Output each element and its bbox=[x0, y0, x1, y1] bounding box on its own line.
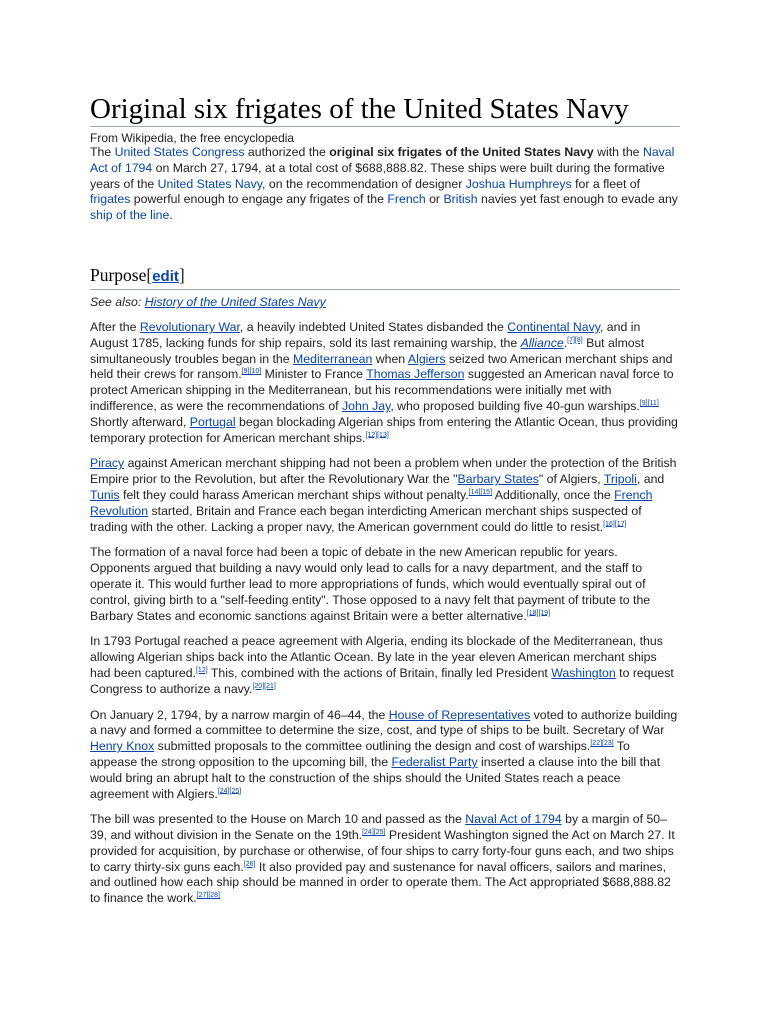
citation[interactable]: [9][10] bbox=[241, 368, 262, 376]
citation[interactable]: [14][15] bbox=[468, 488, 493, 496]
text: This, combined with the actions of Britain, finally led President bbox=[207, 665, 552, 680]
text: voted to authorize building a navy and formed a committee to determine the size, cost, and type of ships to be built. Secretary of War bbox=[90, 707, 678, 738]
link-revolutionary-war[interactable]: Revolutionary War bbox=[139, 319, 240, 334]
page-subtitle: From Wikipedia, the free encyclopedia bbox=[90, 131, 295, 145]
bracket: [ bbox=[146, 264, 153, 285]
paragraph-1 bbox=[90, 320, 680, 446]
paragraph-5 bbox=[90, 708, 680, 803]
text: on March 27, 1794, at a total cost of $688,888.82. These ships were built during the formative years of the bbox=[90, 160, 665, 191]
see-also-hatnote bbox=[90, 295, 680, 310]
paragraph-4 bbox=[90, 634, 680, 697]
article-content bbox=[90, 92, 680, 907]
link-united-states-navy[interactable]: United States Navy bbox=[157, 176, 263, 191]
citation[interactable]: [16][17] bbox=[603, 520, 627, 528]
link-british[interactable]: British bbox=[443, 192, 478, 207]
link-thomas-jefferson[interactable]: Thomas Jefferson bbox=[366, 367, 465, 382]
link-naval-act-1794[interactable]: Naval Act of 1794 bbox=[465, 812, 562, 827]
text: began blockading Algerian ships from entering the Atlantic Ocean, thus providing temporary protection for American merchant ships. bbox=[90, 414, 678, 445]
hatnote-prefix: See also: bbox=[90, 294, 145, 309]
link-french[interactable]: French bbox=[387, 192, 426, 207]
text: started, Britain and France each began interdicting American merchant ships suspected of trading with the other. Lacking a proper navy, the American government could do little to resist. bbox=[90, 503, 642, 534]
citation[interactable]: [20][21] bbox=[252, 682, 276, 690]
text: The bill was presented to the House on March 10 and passed as the bbox=[90, 812, 466, 827]
text: suggested an American naval force to protect American shipping in the Mediterranean, but his recommendations were initially met with indifference, as were the recommendations of bbox=[90, 367, 674, 413]
link-frigates[interactable]: frigates bbox=[90, 192, 131, 207]
citation[interactable]: [18][19] bbox=[526, 609, 551, 617]
link-ship-of-the-line[interactable]: ship of the line bbox=[90, 208, 170, 223]
text: when bbox=[372, 351, 408, 366]
text: , on the recommendation of designer bbox=[262, 176, 466, 191]
bold-subject: original six frigates of the United States Navy bbox=[329, 145, 594, 159]
citation[interactable]: [27][28] bbox=[196, 892, 220, 900]
link-alliance[interactable]: Alliance bbox=[520, 335, 564, 350]
text: Shortly afterward, bbox=[90, 414, 190, 429]
text: inserted a clause into the bill that would bring an abrupt halt to the construction of the ships should the United States reach a peace agreement with Algiers. bbox=[90, 754, 661, 801]
link-french-revolution[interactable]: French Revolution bbox=[90, 487, 653, 518]
text: to request Congress to authorize a navy. bbox=[90, 665, 674, 696]
citation[interactable]: [12][13] bbox=[365, 431, 389, 439]
text: , a heavily indebted United States disbanded the bbox=[239, 319, 508, 334]
text: . bbox=[169, 208, 173, 223]
link-naval-act[interactable]: Naval Act of 1794 bbox=[90, 145, 675, 175]
link-continental-navy[interactable]: Continental Navy bbox=[507, 319, 600, 334]
text: against American merchant shipping had not been a problem when under the protection of the British Empire prior to the Revolution, but after the Revolutionary War the " bbox=[90, 456, 677, 487]
citation[interactable]: [24][25] bbox=[217, 787, 242, 795]
text: , and in August 1785, lacking funds for ship repairs, sold its last remaining warship, the bbox=[90, 319, 641, 350]
intro-paragraph bbox=[90, 145, 680, 224]
link-federalist-party[interactable]: Federalist Party bbox=[391, 754, 478, 769]
link-algiers[interactable]: Algiers bbox=[407, 351, 446, 366]
section-heading-purpose bbox=[90, 264, 680, 290]
citation[interactable]: [22][23] bbox=[590, 740, 614, 748]
text: felt they could harass American merchant ships without penalty. bbox=[119, 487, 469, 502]
edit-link[interactable]: edit bbox=[152, 267, 179, 285]
text: with the bbox=[593, 145, 643, 159]
link-history-us-navy[interactable]: History of the United States Navy bbox=[144, 294, 326, 309]
text: or bbox=[425, 192, 444, 207]
link-portugal[interactable]: Portugal bbox=[189, 414, 236, 429]
text: powerful enough to engage any frigates of the bbox=[130, 192, 388, 207]
paragraph-6 bbox=[90, 812, 680, 907]
text: On January 2, 1794, by a narrow margin of 46–44, the bbox=[90, 707, 389, 722]
text: In 1793 Portugal reached a peace agreement with Algeria, ending its blockade of the Mediterranean, thus allowing Algerian ships back into the Atlantic Ocean. By late in the year eleven American merchant ships had been captured. bbox=[90, 634, 663, 680]
text: seized two American merchant ships and held their crews for ransom. bbox=[90, 351, 673, 382]
text: . bbox=[563, 335, 568, 350]
text: The formation of a naval force had been a topic of debate in the new American republic for years. Opponents argued that building a navy would only lead to calls for a navy department, and the staff to operate it. This would further lead to more appropriations of funds, which would eventually spiral out of control, giving birth to a "self-feeding entity". Those opposed to a navy felt that payment of tribute to the Barbary States and economic sanctions against Britain were a better alternative. bbox=[90, 545, 651, 623]
link-piracy[interactable]: Piracy bbox=[90, 456, 125, 471]
text: , who proposed building five 40-gun warships. bbox=[390, 398, 640, 413]
link-joshua-humphreys[interactable]: Joshua Humphreys bbox=[465, 176, 572, 191]
bracket: ] bbox=[178, 264, 185, 285]
paragraph-3 bbox=[90, 545, 680, 624]
text: Additionally, once the bbox=[492, 487, 615, 502]
text: for a fleet of bbox=[571, 176, 641, 191]
text: " of Algiers, bbox=[538, 472, 604, 487]
link-house-of-representatives[interactable]: House of Representatives bbox=[388, 707, 531, 722]
page-title: Original six frigates of the United States Navy bbox=[90, 92, 680, 127]
text: President Washington signed the Act on March 27. It provided for acquisition, by purchase or otherwise, of four ships to carry forty-four guns each, and two ships to carry thirty-six guns each. bbox=[90, 828, 675, 874]
citation[interactable]: [7][8] bbox=[567, 336, 583, 344]
text: submitted proposals to the committee outlining the design and cost of warships. bbox=[154, 739, 591, 754]
link-henry-knox[interactable]: Henry Knox bbox=[90, 739, 155, 754]
text: authorized the bbox=[244, 145, 330, 159]
text: After the bbox=[90, 319, 140, 334]
paragraph-2 bbox=[90, 456, 680, 535]
link-tripoli[interactable]: Tripoli bbox=[603, 472, 637, 487]
link-barbary-states[interactable]: Barbary States bbox=[457, 472, 539, 487]
text: To appease the strong opposition to the upcoming bill, the bbox=[90, 739, 630, 769]
link-john-jay[interactable]: John Jay bbox=[342, 398, 391, 413]
link-united-states-congress[interactable]: United States Congress bbox=[114, 145, 245, 159]
text: , and bbox=[636, 472, 665, 487]
text: It also provided pay and sustenance for naval officers, sailors and marines, and outlined how each ship should be manned in order to operate them. The Act appropriated $688,888.82 to finance the work. bbox=[90, 859, 671, 906]
text: navies yet fast enough to evade any bbox=[477, 192, 678, 207]
section-title: Purpose bbox=[90, 264, 147, 285]
citation[interactable]: [9][11] bbox=[639, 399, 659, 407]
text: But almost simultaneously troubles began in the bbox=[90, 335, 645, 366]
text: The bbox=[90, 145, 115, 159]
link-mediterranean[interactable]: Mediterranean bbox=[293, 351, 373, 366]
text: by a margin of 50–39, and without division in the Senate on the 19th. bbox=[90, 812, 667, 843]
citation[interactable]: [26] bbox=[243, 860, 256, 868]
edit-section bbox=[146, 265, 184, 285]
text: Minister to France bbox=[261, 367, 367, 382]
link-washington[interactable]: Washington bbox=[551, 665, 616, 680]
citation[interactable]: [12] bbox=[195, 666, 208, 674]
citation[interactable]: [24][25] bbox=[362, 829, 386, 836]
link-tunis[interactable]: Tunis bbox=[90, 487, 120, 502]
